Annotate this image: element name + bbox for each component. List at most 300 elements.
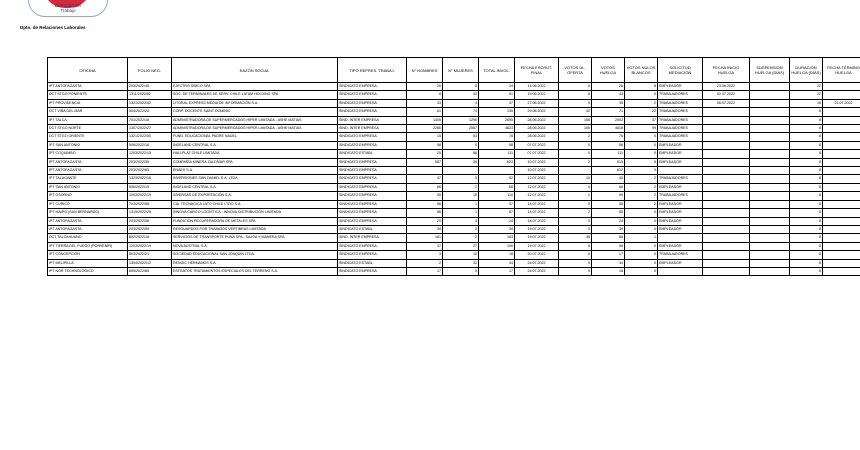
table-row (48, 200, 860, 208)
table-cell: 10 (559, 175, 592, 183)
table-cell: 8 (790, 242, 823, 250)
table-cell: 18 (479, 251, 515, 259)
table-cell: 15 (407, 133, 443, 141)
table-cell: SINDICATO EMPRESA (338, 108, 407, 116)
table-cell: TRABAJADORES (658, 251, 703, 259)
table-cell (750, 242, 790, 250)
table-cell: 0 (625, 259, 658, 267)
table-cell: 76 (592, 133, 625, 141)
table-cell: 183 (479, 234, 515, 242)
table-cell: 06.07.2022 (703, 99, 750, 107)
table-cell: 1405 (407, 116, 443, 124)
table-row (48, 234, 860, 242)
table-cell: 2557 (443, 125, 479, 133)
table-cell: 0 (443, 225, 479, 233)
table-cell: 66 (592, 183, 625, 191)
table-cell: 37 (625, 116, 658, 124)
table-cell (703, 225, 750, 233)
table-cell (703, 267, 750, 275)
column-header: FECHA INICIO HUELGA (703, 58, 750, 83)
table-cell: 506/2022/19 (128, 183, 172, 191)
column-header: TOTAL INVOL. (479, 58, 515, 83)
table-cell: 0 (625, 150, 658, 158)
table-cell: LITORAL EXPRESS MEDIA DE INFORMACIÓN S.A. (172, 99, 338, 107)
table-cell: 47 (407, 175, 443, 183)
table-cell: 39 (592, 225, 625, 233)
table-cell: 43 (443, 91, 479, 99)
table-row (48, 167, 860, 175)
table-row (48, 251, 860, 259)
table-cell (703, 158, 750, 166)
table-cell: 0 (625, 141, 658, 149)
table-cell: 40 (592, 175, 625, 183)
table-cell: 36 (559, 234, 592, 242)
table-cell: IPT CONCEPCIÓN (48, 251, 128, 259)
table-cell: 24.07.2022 (515, 267, 559, 275)
department-label: Dpto. de Relaciones Laborales (20, 25, 86, 30)
table-cell: EMPLEADOR (658, 225, 703, 233)
table-cell: 68 (479, 183, 515, 191)
table-cell: 1304/2022/12 (128, 259, 172, 267)
table-cell (703, 108, 750, 116)
table-cell: 2 (625, 183, 658, 191)
table-cell: COMPAÑÍA MINERA ZALDÍVAR SPA (172, 158, 338, 166)
table-cell: 57 (479, 200, 515, 208)
table-cell: 8 (790, 192, 823, 200)
table-cell: SINDICATO EMPRESA (338, 267, 407, 275)
table-cell: 2695 (479, 116, 515, 124)
table-cell: 19.07.2022 (515, 242, 559, 250)
table-cell: 95 (407, 192, 443, 200)
table-cell (823, 192, 860, 200)
table-cell (443, 167, 479, 175)
table-cell: EMPLEADOR (658, 200, 703, 208)
table-cell: 58 (479, 141, 515, 149)
table-cell: TRABAJADORES (658, 108, 703, 116)
table-cell: 0 (625, 251, 658, 259)
table-cell (703, 150, 750, 158)
table-cell: 1 (559, 192, 592, 200)
table-cell: 56 (407, 200, 443, 208)
table-cell: 110 (479, 192, 515, 200)
table-cell: 12.07.2022 (515, 183, 559, 191)
table-cell: SOCIEDAD EDUCACIONAL SAN JOAQUÍN LTDA. (172, 251, 338, 259)
table-cell: 12.07.2022 (515, 192, 559, 200)
table-cell: SERVICIOS DE TRANSPORTE PUNA SPA - SAJOA Y MANERA SPA (172, 234, 338, 242)
table-cell: SINDICATO EMPRESA (338, 251, 407, 259)
table-cell: 27.06.2022 (515, 99, 559, 107)
table-cell: IPT OSORNO (48, 192, 128, 200)
table-cell: IPT CURICÓ (48, 200, 128, 208)
table-cell: 0 (625, 91, 658, 99)
table-cell (750, 225, 790, 233)
table-cell: 86 (407, 209, 443, 217)
column-header: OFICINA (48, 58, 128, 83)
table-cell: 0 (625, 217, 658, 225)
table-cell (703, 141, 750, 149)
table-cell: 14.07.2022 (515, 200, 559, 208)
table-cell: 25 (407, 150, 443, 158)
table-cell: 22 (625, 108, 658, 116)
table-cell: EMPLEADOR (658, 217, 703, 225)
table-cell: DCT STGO NORTE (48, 125, 128, 133)
header-row (48, 58, 860, 83)
table-cell (703, 133, 750, 141)
table-cell: 111 (592, 150, 625, 158)
table-cell: SINDICATO EMPRESA (338, 141, 407, 149)
table-cell: TRABAJADORES (658, 175, 703, 183)
table-cell: 8 (443, 83, 479, 91)
column-header: FECHA TÉRMINO HUELGA (823, 58, 860, 83)
table-cell: 8 (790, 116, 823, 124)
table-cell: IPT PROVIDENCIA (48, 99, 128, 107)
column-header: N° HOMBRES (407, 58, 443, 83)
table-cell: SINDICATO EMPRESA (338, 91, 407, 99)
table-cell: INNOVA CARGO LOGÍSTICA - INNOVA DISTRIBUCIÓN LIMITADA (172, 209, 338, 217)
table-cell: 85 (592, 209, 625, 217)
table-row (48, 133, 860, 141)
table-cell: 10.07.2022 (515, 158, 559, 166)
table-cell: 587 (407, 158, 443, 166)
table-cell: 51 (479, 91, 515, 99)
table-cell: EMPLEADOR (658, 83, 703, 91)
table-cell: 0 (625, 267, 658, 275)
table-cell: IPT SAN ANTONIO (48, 141, 128, 149)
column-header: VOTOS HUELGA (592, 58, 625, 83)
table-cell: 0 (559, 150, 592, 158)
table-cell: 18 (592, 267, 625, 275)
table-cell: 27 (443, 242, 479, 250)
table-cell (703, 251, 750, 259)
table-cell: IPT ANTOFAGASTA (48, 167, 128, 175)
table-cell: 22 (790, 83, 823, 91)
table-cell: 58 (592, 141, 625, 149)
table-cell: 20.07.2022 (515, 251, 559, 259)
table-cell: ESTRATOS TRATAMIENTOS ESPECIALES DEL TERRENO S.A. (172, 267, 338, 275)
table-cell: 10.07.2022 (515, 167, 559, 175)
table-cell: 1203/2022/19 (128, 242, 172, 250)
table-cell: TRABAJADORES (658, 99, 703, 107)
table-cell: 0 (443, 267, 479, 275)
table-row (48, 175, 860, 183)
table-cell: SINDICATO EMPRESA (338, 158, 407, 166)
table-row (48, 192, 860, 200)
table-cell: 0 (559, 259, 592, 267)
table-cell (703, 200, 750, 208)
table-cell: 39 (407, 225, 443, 233)
table-cell: 02.07.2022 (703, 91, 750, 99)
table-cell: SIND. INTER EMPRESA (338, 125, 407, 133)
table-cell: 5 (443, 175, 479, 183)
table-cell: 0 (559, 99, 592, 107)
table-cell (823, 259, 860, 267)
table-cell: 66 (407, 183, 443, 191)
table-cell: SINDICATO EMPRESA (338, 217, 407, 225)
table-cell: 33 (407, 99, 443, 107)
table-cell: RENGIC HERMANOS S.A. (172, 259, 338, 267)
table-row (48, 116, 860, 124)
table-cell: INVERSAS DE EXPORTACIÓN S.A. (172, 192, 338, 200)
table-cell: 28.06.2022 (515, 125, 559, 133)
table-cell (823, 83, 860, 91)
table-cell (750, 209, 790, 217)
logo-text (29, 3, 107, 13)
table-cell: 0 (559, 267, 592, 275)
table-cell: 504/2022/20 (128, 108, 172, 116)
table-cell: 703/2022/58 (128, 200, 172, 208)
table-cell: INGELAND CENTRAL S.A. (172, 141, 338, 149)
table-cell: 34 (479, 259, 515, 267)
table-row (48, 217, 860, 225)
column-header: SUSPENSIÓN HUELGA (DÍAS) (750, 58, 790, 83)
logo-line-2: Trabajo (60, 8, 76, 13)
table-cell: 4 (443, 99, 479, 107)
table-cell (750, 108, 790, 116)
table-cell: SIND. INTER EMPRESA (338, 116, 407, 124)
table-cell (479, 167, 515, 175)
table-cell: 8 (790, 217, 823, 225)
table-cell: 26 (592, 83, 625, 91)
table-cell: 71 (592, 108, 625, 116)
table-cell (823, 175, 860, 183)
table-cell: 20 (407, 217, 443, 225)
table-cell: TRABAJADORES (658, 133, 703, 141)
table-cell: 86 (443, 150, 479, 158)
table-cell: 19.06.2022 (515, 91, 559, 99)
table-cell: SINDICATO ESTABL. (338, 259, 407, 267)
table-cell: IPT COQUIMBO (48, 150, 128, 158)
table-cell: 156 (559, 116, 592, 124)
table-cell (823, 234, 860, 242)
table-cell: INGELAND CENTRAL S.A. (172, 183, 338, 191)
table-cell: 0 (559, 225, 592, 233)
table-cell: HALLPLAT CHILE LIMITADA (172, 150, 338, 158)
table-cell (823, 91, 860, 99)
table-cell: SINDICATO ESTABL. (338, 150, 407, 158)
table-cell (823, 150, 860, 158)
table-cell: 1315/2022/28 (128, 209, 172, 217)
table-cell (703, 125, 750, 133)
table-cell: EMPLEADOR (658, 141, 703, 149)
table-cell: 0 (625, 225, 658, 233)
table-row (48, 225, 860, 233)
table-cell (703, 234, 750, 242)
table-cell: 203/2022/55 (128, 158, 172, 166)
table-cell: 203/2022/58 (128, 217, 172, 225)
table-cell: ADMINISTRADORA DE SUPERMERCADOS HIPER LIMITADA - ASHE MATIAS (172, 125, 338, 133)
table-cell: 29.06.2022 (515, 108, 559, 116)
table-cell: DCT STGO PONIENTE (48, 91, 128, 99)
table-cell: 37 (407, 242, 443, 250)
table-cell: 506/2022/16 (128, 141, 172, 149)
table-cell: 24 (592, 217, 625, 225)
table-cell: 14.07.2022 (515, 209, 559, 217)
table-cell: 4823 (479, 125, 515, 133)
column-header: N° MUJERES (443, 58, 479, 83)
table-cell: CIA. TECNÁGICA LATO CHILE LTDO S.A. (172, 200, 338, 208)
table-cell: 98 (592, 242, 625, 250)
table-cell: RESGUARDOS POR TRABAJOS VERTIBRAS LIMITADA (172, 225, 338, 233)
table-cell: 8 (790, 108, 823, 116)
table-cell: 55 (592, 200, 625, 208)
table-cell: 0 (625, 242, 658, 250)
table-row (48, 83, 860, 91)
table-cell: 0 (559, 183, 592, 191)
table-cell: 1321/2022/52 (128, 99, 172, 107)
direccion-del-trabajo-logo (28, 0, 108, 17)
table-cell: 8 (790, 225, 823, 233)
table-cell: 52 (479, 175, 515, 183)
table-cell (703, 116, 750, 124)
table-cell: 34 (592, 259, 625, 267)
table-cell: EMPLEADOR (658, 183, 703, 191)
column-header: VOTOS NULOS BLANCOS (625, 58, 658, 83)
table-cell: EMPLEADOR (658, 209, 703, 217)
table-cell: 1 (443, 209, 479, 217)
table-cell: 8 (790, 150, 823, 158)
table-cell: 8 (790, 209, 823, 217)
table-cell: 3 (407, 251, 443, 259)
table-cell (559, 167, 592, 175)
table-cell: IPT NOR TECHNOLÓGICO (48, 267, 128, 275)
table-cell (703, 209, 750, 217)
table-cell: 32 (443, 259, 479, 267)
table-cell: 2 (559, 158, 592, 166)
table-cell: 8 (790, 267, 823, 275)
table-cell: 181 (407, 234, 443, 242)
table-cell: 26 (407, 83, 443, 91)
table-cell: 74 (443, 108, 479, 116)
table-cell: 0 (625, 133, 658, 141)
table-cell: IPT ANTOFAGASTA (48, 158, 128, 166)
table-cell: 2 (625, 99, 658, 107)
table-cell: 8 (790, 125, 823, 133)
table-cell (703, 242, 750, 250)
table-cell (750, 150, 790, 158)
table-cell: 37 (479, 99, 515, 107)
table-cell: EMPLEADOR (658, 150, 703, 158)
table-cell: 203/2022/59 (128, 225, 172, 233)
table-cell (750, 192, 790, 200)
column-header: TIPO REPRES. TRABAJ. (338, 58, 407, 83)
table-cell: FUND. EDUCACIONAL PADRE NAÚEL (172, 133, 338, 141)
table-cell: 0 (559, 83, 592, 91)
table-cell: 1290 (443, 116, 479, 124)
table-cell (703, 217, 750, 225)
table-row (48, 183, 860, 191)
table-cell: 805/2022/85 (128, 267, 172, 275)
table-cell: 43 (592, 91, 625, 99)
table-cell: 4618 (592, 125, 625, 133)
table-cell: IPT TIERRA DEL FUEGO (PORVENIR) (48, 242, 128, 250)
table-cell: TRABAJADORES (658, 125, 703, 133)
table-row (48, 242, 860, 250)
table-cell: 803/2022/21 (128, 251, 172, 259)
table-cell (823, 183, 860, 191)
table-body (48, 83, 860, 276)
column-header: VOTOS ÚL. OFERTA (559, 58, 592, 83)
table-cell: 63 (443, 133, 479, 141)
table-cell: NOVA AUSTRAL S.A. (172, 242, 338, 250)
table-cell: 1321/2022/50 (128, 133, 172, 141)
table-cell: 612 (592, 167, 625, 175)
table-row (48, 91, 860, 99)
table-cell: 1307/2022/27 (128, 125, 172, 133)
table-cell: 135 (479, 108, 515, 116)
table-cell: SIND. INTER EMPRESA (338, 234, 407, 242)
column-header: FECHA ESCRUT. FINAL (515, 58, 559, 83)
table-cell: 8 (790, 175, 823, 183)
table-cell (823, 217, 860, 225)
table-cell: TRABAJADORES (658, 116, 703, 124)
table-cell: 2 (625, 200, 658, 208)
table-cell: 2 (559, 133, 592, 141)
table-cell (823, 200, 860, 208)
table-cell: 2502 (592, 116, 625, 124)
table-cell: 14.06.2022 (515, 83, 559, 91)
column-header: SOLICITUD MEDIACIÓN (658, 58, 703, 83)
table-cell: 17 (407, 267, 443, 275)
table-cell: 111 (479, 150, 515, 158)
table-cell: 17 (479, 267, 515, 275)
table-cell: 615 (592, 158, 625, 166)
table-cell (750, 259, 790, 267)
table-cell: 6 (559, 242, 592, 250)
table-cell: DCT TALCAHUANO (48, 234, 128, 242)
table-cell: EMPLEADOR (658, 242, 703, 250)
table-cell: 22 (790, 91, 823, 99)
table-row (48, 108, 860, 116)
table-cell: SINDICATO ESTABL. (338, 225, 407, 233)
table-cell: 78 (479, 133, 515, 141)
table-cell (658, 267, 703, 275)
table-row (48, 158, 860, 166)
table-cell (750, 99, 790, 107)
table-cell (703, 259, 750, 267)
table-cell: IPT TALCA (48, 116, 128, 124)
table-cell: 28.06.2022 (515, 116, 559, 124)
table-cell (823, 125, 860, 133)
table-cell (750, 267, 790, 275)
table-cell: 99 (592, 192, 625, 200)
table-cell: 802/2022/18 (128, 234, 172, 242)
table-cell: 1311/2022/82 (128, 91, 172, 99)
table-cell: EJECTRO SIMCO SPA (172, 83, 338, 91)
table-cell: 8 (790, 141, 823, 149)
table-cell (703, 192, 750, 200)
table-cell: 07.07.2022 (515, 141, 559, 149)
table-cell (823, 167, 860, 175)
table-cell: 0 (559, 217, 592, 225)
table-cell: 2266 (407, 125, 443, 133)
table-cell: 1203/2022/15 (128, 150, 172, 158)
table-cell: SINDICATO EMPRESA (338, 183, 407, 191)
table-cell: 2 (625, 192, 658, 200)
table-cell: TRABAJADORES (658, 192, 703, 200)
table-cell (823, 251, 860, 259)
table-cell: IPT ANTOFAGASTA (48, 83, 128, 91)
table-cell (750, 133, 790, 141)
table-cell: 623 (479, 158, 515, 166)
table-cell: 8 (790, 234, 823, 242)
table-cell (750, 183, 790, 191)
table-cell: 36 (443, 158, 479, 166)
table-cell (823, 141, 860, 149)
table-cell: DCT VIÑA DEL MAR (48, 108, 128, 116)
table-cell: 07.07.2022 (515, 150, 559, 158)
table-cell: FUNDICIÓN RECUPERADORA DE METALES SPA (172, 217, 338, 225)
table-row (48, 141, 860, 149)
